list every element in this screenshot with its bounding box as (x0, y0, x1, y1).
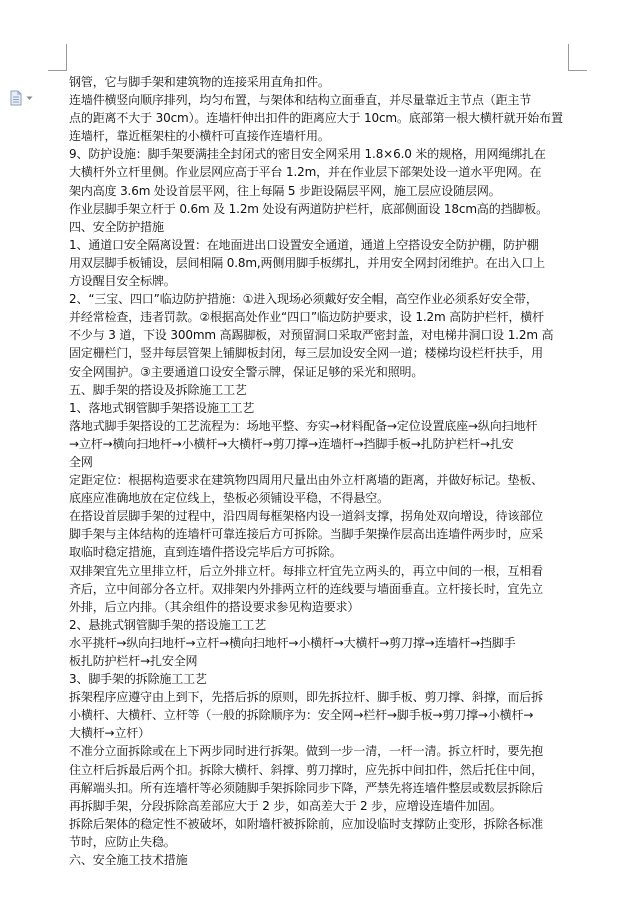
paragraph-line: 外排，后立内排。（其余组件的搭设要求参见构造要求） (69, 599, 360, 614)
paragraph-line: 拆架程序应遵守由上到下，先搭后拆的原则，即先拆拉杆、脚手板、剪刀撑、斜撑，而后拆 (69, 690, 544, 705)
paragraph-line: 大横杆→立杆） (69, 726, 151, 741)
paragraph-line: 连墙杆，靠近框架柱的小横杆可直接作连墙杆用。 (69, 129, 330, 144)
paragraph-line: 节时，应防止失稳。 (69, 834, 176, 849)
paragraph-line: 双排架宜先立里排立杆，后立外排立杆。每排立杆宜先立两头的，再立中间的一根，互相看 (69, 563, 544, 578)
document-icon (9, 90, 23, 106)
paragraph-line: 在搭设首层脚手架的过程中，沿四周每框架格内设一道斜支撑，拐角处双向增设，待该部位 (69, 509, 544, 524)
paragraph-line: 9、防护设施：脚手架要满挂全封闭式的密目安全网采用 1.8×6.0 米的规格，用网绳绑扎在 (69, 147, 546, 162)
paragraph-line: 不准分立面拆除或在上下两步同时进行拆架。做到一步一清，一杆一清。拆立杆时，要先抱 (69, 744, 544, 759)
paragraph-line: 点的距离不大于 30cm）。连墙杆伸出扣件的距离应大于 10cm。底部第一根大横杆就开始布置 (69, 111, 563, 126)
document-body (69, 73, 571, 869)
paragraph-line: 1、通道口安全隔离设置：在地面进出口设置安全通道，通道上空搭设安全防护棚，防护棚 (69, 237, 539, 252)
paragraph-line: 连墙件横竖向顺序排列，均匀布置，与架体和结构立面垂直，并尽量靠近主节点（距主节 (69, 93, 532, 108)
subsection-heading: 2、悬挑式钢管脚手架的搭设施工工艺 (69, 617, 267, 632)
chevron-down-icon (26, 96, 33, 101)
paragraph-line: 固定栅栏门，竖井每层管架上铺脚板封闭，每三层加设安全网一道；楼梯均设栏杆扶手，用 (69, 346, 544, 361)
subsection-heading: 1、落地式钢管脚手架搭设施工工艺 (69, 400, 255, 415)
paragraph-line: 拆除后架体的稳定性不被破坏，如附墙杆被拆除前，应加设临时支撑防止变形，拆除各标准 (69, 816, 544, 831)
section-heading: 四、安全防护措施 (69, 219, 164, 234)
paragraph-line: 小横杆、大横杆、立杆等（一般的拆除顺序为：安全网→栏杆→脚手板→剪刀撑→小横杆→ (69, 708, 534, 723)
paragraph-line: 水平挑杆→纵向扫地杆→立杆→横向扫地杆→小横杆→大横杆→剪刀撑→连墙杆→挡脚手 (69, 635, 516, 650)
paragraph-line: 定距定位：根据构造要求在建筑物四周用尺量出由外立杆离墙的距离，并做好标记。垫板、 (69, 473, 544, 488)
section-heading: 五、脚手架的搭设及拆除施工工艺 (69, 382, 247, 397)
page-corner-mark-top-right (568, 44, 587, 71)
paragraph-line: 板扎防护栏杆→扎安全网 (69, 654, 198, 668)
paragraph-line: 作业层脚手架立杆于 0.6m 及 1.2m 处设有两道防护栏杆，底部侧面设 18cm高的挡脚板。 (69, 201, 548, 216)
paragraph-line: 钢管，它与脚手架和建筑物的连接采用直角扣件。 (69, 75, 330, 89)
paragraph-line: 不少与 3 道，下设 300mm 高踢脚板，对预留洞口采取严密封盖，对电梯井洞口设 1.2m 高 (69, 328, 554, 343)
paragraph-line: 齐后，立中间部分各立杆。双排架内外排两立杆的连线要与墙面垂直。立杆接长时，宜先立 (69, 581, 544, 596)
paragraph-line: 2、“三宝、四口”临边防护措施：①进入现场必须戴好安全帽，高空作业必须系好安全带， (69, 292, 538, 307)
subsection-heading: 3、脚手架的拆除施工工艺 (69, 672, 207, 687)
document-options-button[interactable] (9, 90, 37, 106)
paragraph-line: 底座应准确地放在定位线上，垫板必须铺设平稳，不得悬空。 (69, 491, 389, 506)
paragraph-line: 安全网围护。③主要通道口设安全警示牌，保证足够的采光和照明。 (69, 364, 424, 379)
paragraph-line: 取临时稳定措施，直到连墙件搭设完毕后方可拆除。 (69, 545, 342, 560)
paragraph-line: 方设醒目安全标牌。 (69, 274, 176, 289)
paragraph-line: 并经常检查，违者罚款。②根据高处作业“四口”临边防护要求，设 1.2m 高防护栏杆，横杆 (69, 310, 544, 325)
section-heading: 六、安全施工技术措施 (69, 853, 188, 868)
page-corner-mark-top-left (48, 44, 67, 71)
paragraph-line: 再解端头扣。所有连墙杆等必须随脚手架拆除同步下降，严禁先将连墙件整层或数层拆除后 (69, 780, 544, 795)
paragraph-line: 脚手架与主体结构的连墙杆可靠连接后方可拆除。当脚手架操作层高出连墙件两步时，应采 (69, 527, 544, 542)
paragraph-line: 全网 (69, 454, 93, 469)
paragraph-line: 落地式脚手架搭设的工艺流程为：场地平整、夯实→材料配备→定位设置底座→纵向扫地杆 (69, 418, 538, 433)
paragraph-line: 再拆脚手架，分段拆除高差部应大于 2 步，如高差大于 2 步，应增设连墙件加固。 (69, 798, 502, 813)
paragraph-line: 用双层脚手板铺设，层间相隔 0.8m,两侧用脚手板绑扎，并用安全网封闭维护。在出入口上 (69, 255, 545, 270)
paragraph-line: →立杆→横向扫地杆→小横杆→大横杆→剪刀撑→连墙杆→挡脚手板→扎防护栏杆→扎安 (69, 436, 514, 451)
paragraph-line: 住立杆后拆最后两个扣。拆除大横杆、斜撑、剪刀撑时，应先拆中间扣件，然后托住中间， (69, 762, 544, 777)
paragraph-line: 大横杆外立杆里侧。作业层网应高于平台 1.2m，并在作业层下部架处设一道水平兜网。在 (69, 165, 542, 180)
paragraph-line: 架内高度 3.6m 处设首层平网，往上每隔 5 步距设隔层平网，施工层应设随层网。 (69, 183, 501, 198)
